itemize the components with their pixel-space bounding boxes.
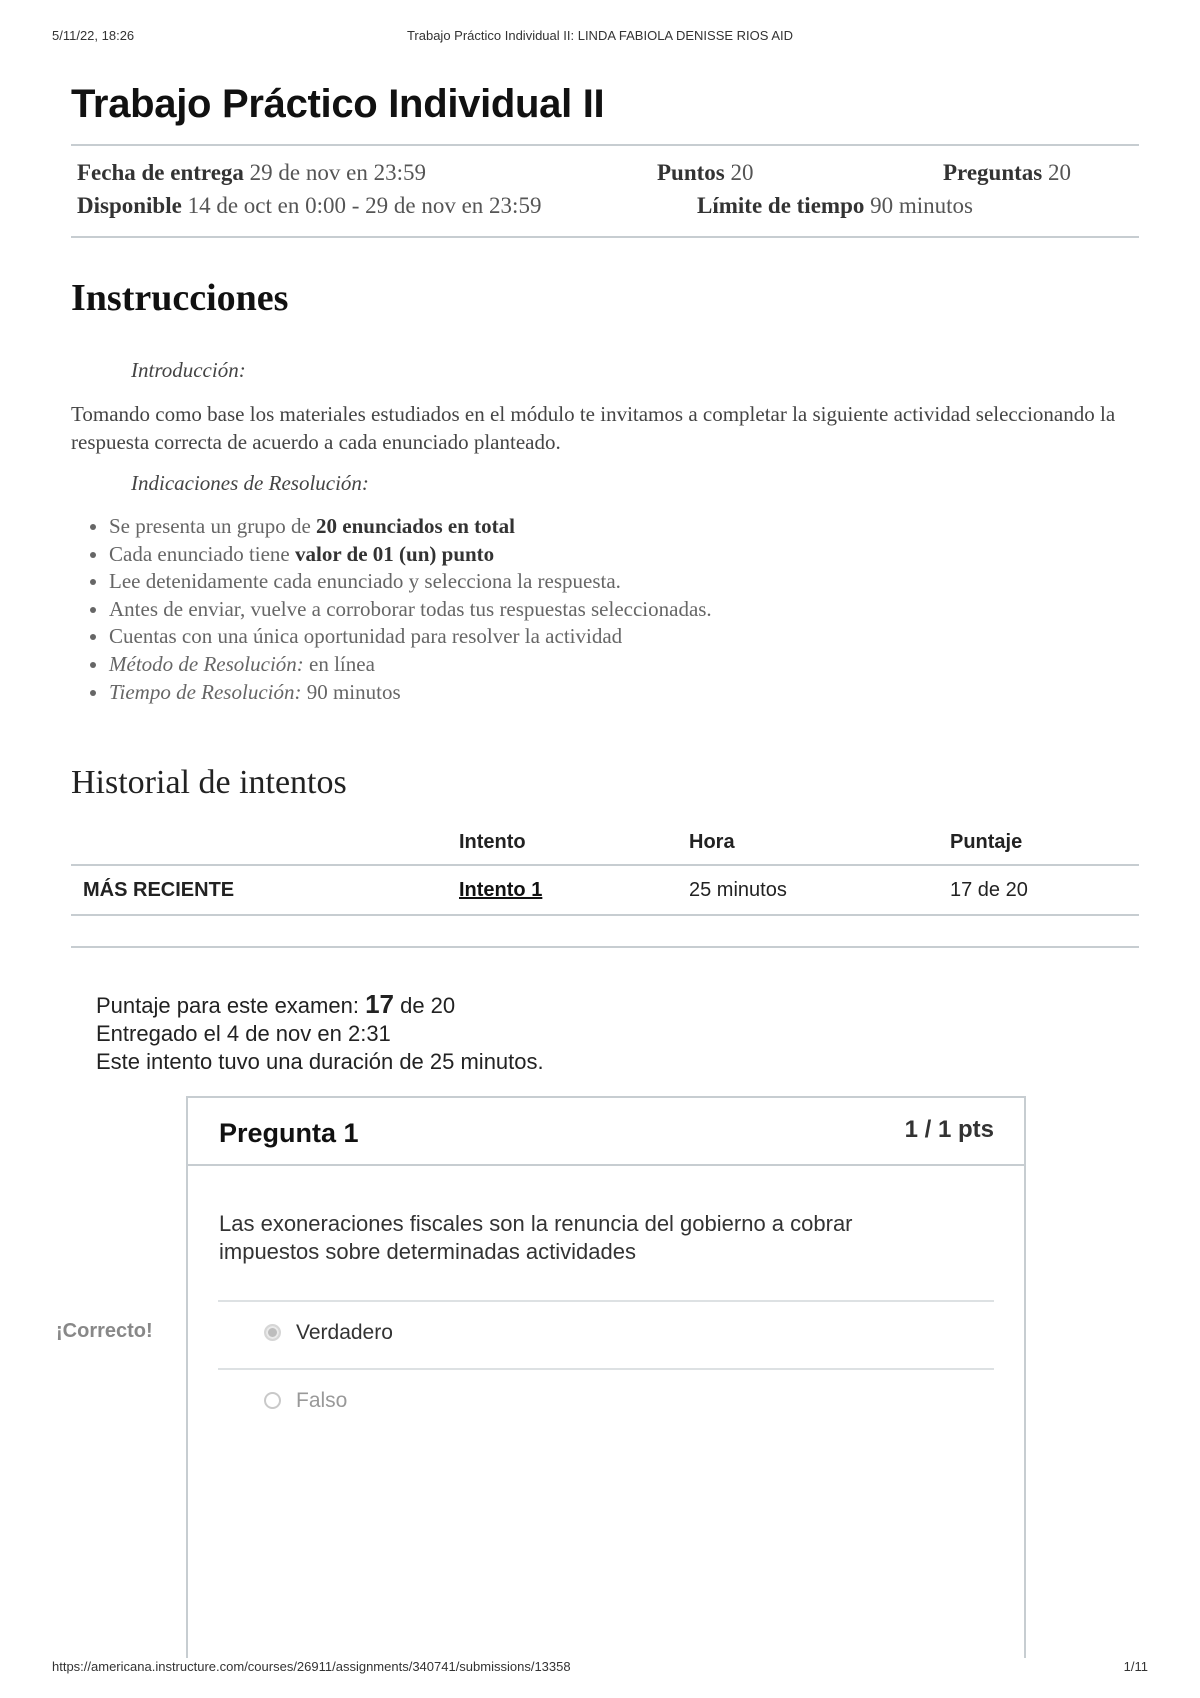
table-row — [71, 865, 1139, 915]
list-item: • Lee detenidamente cada enunciado y selecciona la respuesta. — [109, 568, 1139, 596]
list-item: • Se presenta un grupo de 20 enunciados en total — [109, 513, 1139, 541]
duration-line: Este intento tuvo una duración de 25 minutos. — [96, 1049, 544, 1074]
page-number: 1/11 — [1123, 1659, 1148, 1674]
radio-selected-icon[interactable] — [264, 1324, 281, 1341]
submitted-line: Entregado el 4 de nov en 2:31 — [96, 1021, 391, 1046]
column-header: Intento — [459, 830, 526, 853]
print-header — [52, 28, 1148, 48]
attempt-score: 17 de 20 — [950, 878, 1028, 901]
print-date: 5/11/22, 18:26 — [52, 28, 135, 43]
list-item: • Cuentas con una única oportunidad para resolver la actividad — [109, 623, 1139, 651]
list-item: • Cada enunciado tiene valor de 01 (un) punto — [109, 541, 1139, 569]
correct-badge: ¡Correcto! — [56, 1316, 182, 1347]
print-document-title: Trabajo Práctico Individual II: LINDA FABIOLA DENISSE RIOS AID — [406, 28, 794, 43]
column-header: Hora — [689, 830, 735, 853]
resolution-label: Indicaciones de Resolución: — [131, 471, 369, 495]
radio-unselected-icon[interactable] — [264, 1392, 281, 1409]
question-name: Pregunta 1 — [219, 1118, 359, 1148]
table-header-row — [71, 820, 1139, 865]
due-date: Fecha de entrega 29 de nov en 23:59 — [77, 160, 426, 185]
quiz-details — [71, 146, 1139, 236]
intro-text: Tomando como base los materiales estudiados en el módulo te invitamos a completar la siguiente actividad seleccionando la respuesta correcta de acuerdo a cada enunciado planteado. — [71, 402, 1116, 454]
question-points: 1 / 1 pts — [904, 1116, 994, 1143]
score-line: Puntaje para este examen: 17 de 20 — [96, 989, 456, 1019]
list-item: • Método de Resolución: en línea — [109, 651, 1139, 679]
divider — [71, 236, 1139, 238]
quiz-content — [71, 72, 1139, 948]
answer-list — [218, 1300, 994, 1436]
column-header: Puntaje — [950, 830, 1023, 853]
list-item: • Tiempo de Resolución: 90 minutos — [109, 679, 1139, 707]
column-header — [71, 820, 458, 865]
question-card — [186, 1096, 1026, 1658]
print-footer — [52, 1659, 1148, 1679]
page-title: Trabajo Práctico Individual II — [71, 82, 605, 126]
attempt-link[interactable]: Intento 1 — [459, 878, 543, 901]
points: Puntos 20 — [657, 160, 754, 185]
attempt-time: 25 minutos — [689, 878, 787, 901]
answer-option[interactable] — [218, 1300, 994, 1368]
answer-label: Falso — [296, 1389, 348, 1412]
submission-summary — [96, 990, 544, 1076]
question-text: Las exoneraciones fiscales son la renuncia del gobierno a cobrar impuestos sobre determinadas actividades — [219, 1211, 853, 1264]
attempts-table — [71, 820, 1139, 916]
time-limit: Límite de tiempo 90 minutos — [697, 193, 973, 218]
intro-label: Introducción: — [131, 358, 246, 382]
instructions-heading: Instrucciones — [71, 277, 289, 319]
question-header — [188, 1098, 1024, 1166]
print-url: https://americana.instructure.com/courses/26911/assignments/340741/submissions/13358 — [52, 1659, 571, 1674]
instructions-list — [71, 513, 1139, 706]
answer-option[interactable] — [218, 1368, 994, 1436]
questions-count: Preguntas 20 — [943, 160, 1071, 185]
availability: Disponible 14 de oct en 0:00 - 29 de nov en 23:59 — [77, 193, 542, 218]
divider — [71, 946, 1139, 948]
attempt-label: MÁS RECIENTE — [83, 878, 235, 901]
answer-label: Verdadero — [296, 1321, 393, 1344]
history-heading: Historial de intentos — [71, 764, 347, 802]
list-item: • Antes de enviar, vuelve a corroborar todas tus respuestas seleccionadas. — [109, 596, 1139, 624]
